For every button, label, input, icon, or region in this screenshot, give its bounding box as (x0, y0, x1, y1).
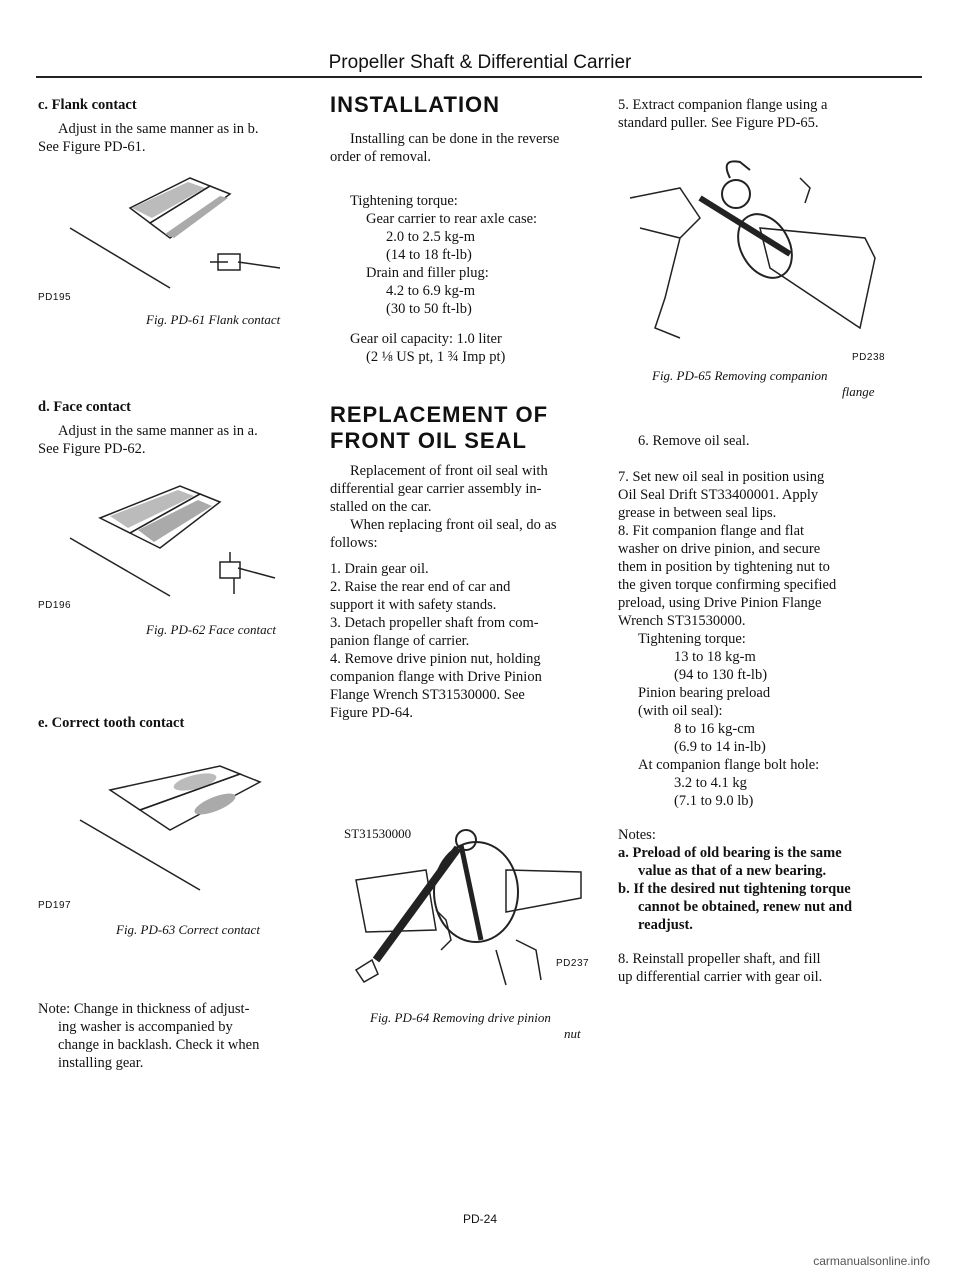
section-d-ref: See Figure PD-62. (38, 441, 146, 457)
torque-label: Tightening torque: (350, 193, 458, 209)
fig65-caption-2: flange (842, 384, 875, 399)
torque-item: Drain and filler plug: (366, 265, 489, 281)
section-c-text: Adjust in the same manner as in b. (58, 121, 259, 137)
replacement-text: stalled on the car. (330, 499, 432, 515)
step-8: the given torque confirming specified (618, 577, 837, 593)
section-c-ref: See Figure PD-61. (38, 139, 146, 155)
notes-label: Notes: (618, 827, 656, 843)
step-1: 1. Drain gear oil. (330, 561, 429, 577)
page-number: PD-24 (462, 1212, 497, 1226)
step-3: panion flange of carrier. (330, 633, 470, 649)
note-line: installing gear. (58, 1055, 144, 1071)
fig65-code: PD238 (852, 352, 886, 363)
section-d-title: d. Face contact (38, 399, 132, 415)
step-7: grease in between seal lips. (618, 505, 777, 521)
fig61-code: PD195 (38, 292, 72, 303)
installation-text: order of removal. (330, 149, 432, 165)
section-d-text: Adjust in the same manner as in a. (58, 423, 258, 439)
fig62-code: PD196 (38, 600, 72, 611)
replacement-text: When replacing front oil seal, do as (350, 517, 557, 533)
step-2: support it with safety stands. (330, 597, 497, 613)
column-1 (38, 96, 310, 156)
installation-heading: INSTALLATION (330, 92, 501, 117)
preload-label: Pinion bearing preload (638, 685, 771, 701)
fig63-caption: Fig. PD-63 Correct contact (116, 922, 260, 937)
step-7: 7. Set new oil seal in position using (618, 469, 825, 485)
step-4: Figure PD-64. (330, 705, 413, 721)
fig63-code: PD197 (38, 900, 72, 911)
step-6: 6. Remove oil seal. (638, 433, 750, 449)
torque-item: Gear carrier to rear axle case: (366, 211, 538, 227)
note-b: cannot be obtained, renew nut and (638, 899, 853, 915)
section-e (38, 714, 310, 732)
replacement-heading: REPLACEMENT OF (330, 402, 549, 427)
note-a: value as that of a new bearing. (638, 863, 827, 879)
bolt-hole-label: At companion flange bolt hole: (638, 757, 820, 773)
note-a: a. Preload of old bearing is the same (618, 845, 842, 861)
bolt-hole-value: (7.1 to 9.0 lb) (674, 793, 754, 809)
installation-text: Installing can be done in the reverse (350, 131, 560, 147)
fig64-tool-label: ST31530000 (344, 826, 412, 841)
step-2: 2. Raise the rear end of car and (330, 579, 511, 595)
oil-capacity-alt: (2 ⅛ US pt, 1 ¾ Imp pt) (366, 349, 506, 365)
column-2 (330, 92, 605, 722)
fig64-caption: Fig. PD-64 Removing drive pinion (370, 1010, 551, 1025)
step-8: 8. Fit companion flange and flat (618, 523, 805, 539)
note-line: ing washer is accompanied by (58, 1019, 233, 1035)
section-d (38, 398, 310, 458)
step-8-reinstall: up differential carrier with gear oil. (618, 969, 823, 985)
step-8: them in position by tightening nut to (618, 559, 830, 575)
replacement-heading: FRONT OIL SEAL (330, 428, 527, 453)
step-5: 5. Extract companion flange using a (618, 97, 828, 113)
fig61-caption: Fig. PD-61 Flank contact (146, 312, 281, 327)
column-3-steps (618, 432, 894, 986)
replacement-text: differential gear carrier assembly in- (330, 481, 542, 497)
preload-label: (with oil seal): (638, 703, 723, 719)
tightening-torque-label: Tightening torque: (638, 631, 746, 647)
step-4: companion flange with Drive Pinion (330, 669, 542, 685)
page-header: Propeller Shaft & Differential Carrier (328, 52, 632, 73)
torque-value: (14 to 18 ft-lb) (386, 247, 472, 263)
step-8-reinstall: 8. Reinstall propeller shaft, and fill (618, 951, 821, 967)
note-b: b. If the desired nut tightening torque (618, 881, 851, 897)
section-e-title: e. Correct tooth contact (38, 715, 185, 731)
step-5: standard puller. See Figure PD-65. (618, 115, 819, 131)
note-line: change in backlash. Check it when (58, 1037, 260, 1053)
torque-value: (94 to 130 ft-lb) (674, 667, 768, 683)
torque-value: 2.0 to 2.5 kg-m (386, 229, 476, 245)
step-4: 4. Remove drive pinion nut, holding (330, 651, 541, 667)
step-7: Oil Seal Drift ST33400001. Apply (618, 487, 819, 503)
torque-value: 13 to 18 kg-m (674, 649, 756, 665)
step-8: washer on drive pinion, and secure (618, 541, 821, 557)
fig64-code: PD237 (556, 958, 590, 969)
torque-value: 4.2 to 6.9 kg-m (386, 283, 476, 299)
step-8: Wrench ST31530000. (618, 613, 746, 629)
column-3-top (618, 96, 894, 132)
header-rule (36, 76, 922, 78)
face-contact-figure (70, 478, 300, 618)
torque-value: (30 to 50 ft-lb) (386, 301, 472, 317)
note-line: Note: Change in thickness of adjust- (38, 1001, 250, 1017)
step-3: 3. Detach propeller shaft from com- (330, 615, 539, 631)
replacement-text: Replacement of front oil seal with (350, 463, 548, 479)
replacement-text: follows: (330, 535, 378, 551)
companion-flange-puller-figure (620, 158, 890, 348)
preload-value: 8 to 16 kg-cm (674, 721, 755, 737)
section-c-title: c. Flank contact (38, 97, 137, 113)
flank-contact-figure (70, 168, 300, 308)
oil-capacity: Gear oil capacity: 1.0 liter (350, 331, 502, 347)
note-b: readjust. (638, 917, 693, 933)
fig62-caption: Fig. PD-62 Face contact (146, 622, 276, 637)
step-4: Flange Wrench ST31530000. See (330, 687, 525, 703)
fig64-caption-2: nut (564, 1026, 581, 1041)
step-8: preload, using Drive Pinion Flange (618, 595, 822, 611)
fig65-caption: Fig. PD-65 Removing companion (652, 368, 828, 383)
correct-contact-figure (70, 760, 300, 900)
preload-value: (6.9 to 14 in-lb) (674, 739, 766, 755)
watermark: carmanualsonline.info (813, 1254, 930, 1268)
bolt-hole-value: 3.2 to 4.1 kg (674, 775, 747, 791)
note (38, 1000, 314, 1072)
